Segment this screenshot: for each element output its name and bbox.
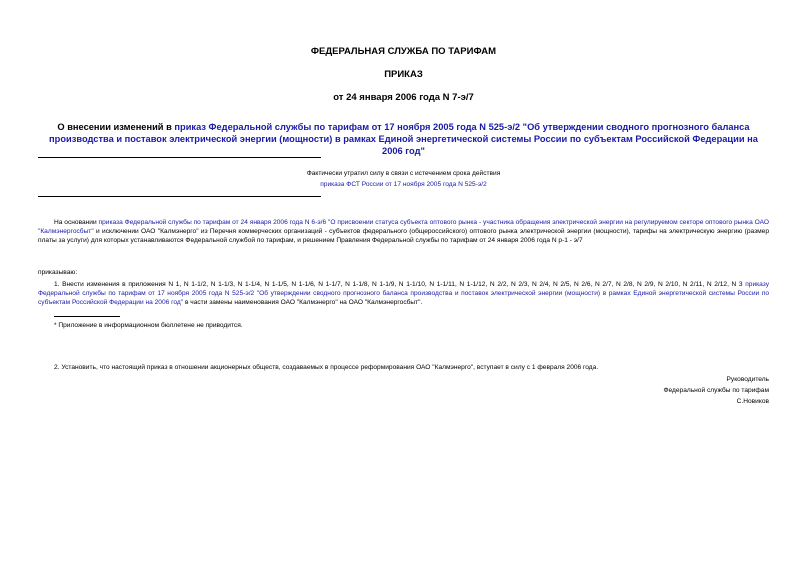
title-amended-order-link[interactable]: приказ Федеральной службы по тарифам от 17 ноября 2005 года N 525-э/2 "Об утверждении сводного прогнозного баланса производства и поставок электрической энергии (мощности) в рамках Единой энергетической системы России по субъектам Российской Федерации на 2006 год" bbox=[49, 122, 758, 156]
divider-bottom bbox=[38, 196, 321, 197]
item-1-prefix: 1. Внести изменения в приложения N 1, N 1-1/2, N 1-1/3, N 1-1/4, N 1-1/5, N 1-1/6, N 1-1/7, N 1-1/8, N 1-1/9, N 1-1/10, N 1-1/11, N 1-1/12, N 2/2, N 2/3, N 2/4, N 2/5, N 2/6, N 2/7, N 2/8, N 2/9, N 2/10, N 2/11, N 2/12, N 3 bbox=[54, 281, 746, 288]
agency-heading: ФЕДЕРАЛЬНАЯ СЛУЖБА ПО ТАРИФАМ bbox=[310, 46, 497, 57]
basis-order-link[interactable]: приказа Федеральной службы по тарифам от 24 января 2006 года N 6-э/6 "О присвоении статуса субъекта оптового рынка - участника обращения электрической энергии на регулируемом секторе оптового рынка ОАО "Калмэнергосбыт" bbox=[38, 219, 769, 235]
document-type: ПРИКАЗ bbox=[384, 69, 423, 80]
document-title bbox=[38, 121, 769, 157]
signature-name: С.Новиков bbox=[736, 398, 769, 405]
basis-rest: и исключении ОАО "Калмэнерго" из Перечня коммерческих организаций - субъектов федерального (общероссийского) оптового рынка электрической энергии (мощности), тарифы на электрическую энергию (размер платы за услуги) для которых устанавливаются Федеральной службой по тарифам, и решением Правления Федеральной службы по тарифам от 24 января 2006 года N р-1 - э/7 bbox=[38, 228, 769, 244]
item-2-paragraph: 2. Установить, что настоящий приказ в отношении акционерных обществ, создаваемых в процессе реформирования ОАО "Калмэнерго", вступает в силу с 1 февраля 2006 года. bbox=[54, 364, 599, 371]
item-1-paragraph bbox=[38, 280, 769, 307]
order-word: приказываю: bbox=[38, 269, 78, 276]
basis-paragraph bbox=[38, 218, 769, 245]
status-order-link[interactable]: приказа ФСТ России от 17 ноября 2005 года N 525-э/2 bbox=[320, 181, 487, 188]
item-1-rest: в части замены наименования ОАО "Калмэнерго" на ОАО "Калмэнергосбыт". bbox=[183, 299, 423, 306]
item-1-order-link[interactable]: приказу Федеральной службы по тарифам от 17 ноября 2005 года N 525-э/2 "Об утверждении сводного прогнозного баланса производства и поставок электрической энергии (мощности) в рамках Единой энергетической системы России по субъектам Российской Федерации на 2006 год" bbox=[38, 281, 769, 306]
divider-top bbox=[38, 157, 321, 158]
signature-position: Руководитель bbox=[726, 376, 769, 383]
basis-prefix: На основании bbox=[54, 219, 99, 226]
status-note: Фактически утратил силу в связи с истечением срока действия bbox=[306, 170, 501, 177]
document-date-number: от 24 января 2006 года N 7-э/7 bbox=[333, 92, 474, 103]
footnote: * Приложение в информационном бюллетене не приводится. bbox=[54, 322, 243, 329]
title-prefix: О внесении изменений в bbox=[57, 122, 175, 132]
signature-agency: Федеральной службы по тарифам bbox=[663, 387, 769, 394]
footnote-rule bbox=[54, 316, 120, 317]
